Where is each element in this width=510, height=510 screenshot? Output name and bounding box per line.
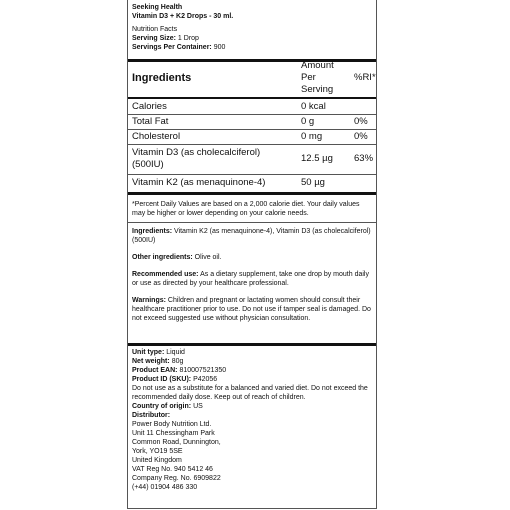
net-weight: [132, 357, 372, 366]
distributor-line: VAT Reg No. 940 5412 46: [132, 466, 213, 473]
origin-value: US: [193, 403, 203, 410]
row-amount: 0 kcal: [301, 101, 326, 112]
disclaimer: Do not use as a substitute for a balanced and varied diet. Do not exceed the recommended daily dose. Keep out of reach of children.: [132, 385, 368, 401]
section-divider: [128, 222, 376, 223]
table-header-divider: [128, 97, 376, 99]
row-name: Cholesterol: [132, 131, 181, 142]
other-ingredients-value: Olive oil.: [194, 254, 222, 261]
row-ri: 0%: [354, 116, 368, 127]
unit-type: [132, 348, 372, 357]
distributor-line: Power Body Nutrition Ltd.: [132, 421, 212, 428]
distributor-line: (+44) 01904 486 330: [132, 484, 198, 491]
row-ri: 63%: [354, 153, 374, 164]
distributor-line: United Kingdom: [132, 457, 182, 464]
distributor: [132, 411, 372, 420]
row-divider: [128, 129, 376, 130]
unit-type-label: Unit type:: [132, 349, 165, 356]
origin-label: Country of origin:: [132, 403, 192, 410]
warnings: [132, 296, 372, 323]
row-ri: 0%: [354, 131, 368, 142]
unit-type-value: Liquid: [166, 349, 185, 356]
servings-value: 900: [213, 44, 226, 51]
col-amount-header: [301, 60, 334, 96]
servings-label: Servings Per Container:: [132, 44, 212, 51]
col-amount-line-2: Per: [301, 72, 316, 83]
distributor-line: Unit 11 Chessingham Park: [132, 430, 215, 437]
row-divider: [128, 174, 376, 175]
recommended-use-label: Recommended use:: [132, 271, 199, 278]
other-ingredients-label: Other ingredients:: [132, 254, 193, 261]
row-name-line-1: Vitamin D3 (as cholecalciferol): [132, 147, 261, 158]
serving-size-label: Serving Size:: [132, 35, 176, 42]
row-name: Total Fat: [132, 116, 169, 127]
facts-title: Nutrition Facts: [132, 26, 178, 33]
net-weight-label: Net weight:: [132, 358, 170, 365]
servings-per-container: [132, 43, 372, 52]
col-ri-header: %RI*: [354, 72, 376, 83]
ean-value: 810007521350: [179, 367, 227, 374]
ingredients-value: Vitamin K2 (as menaquinone-4), Vitamin D3 (as cholecalciferol) (500IU): [132, 228, 371, 244]
sku-value: P42056: [193, 376, 218, 383]
row-amount: 12.5 µg: [301, 153, 333, 164]
row-name: Vitamin K2 (as menaquinone-4): [132, 177, 266, 188]
details-divider: [128, 343, 376, 346]
row-name: [132, 147, 260, 171]
ean-label: Product EAN:: [132, 367, 178, 374]
product-ean: [132, 366, 372, 375]
col-ingredients-header: Ingredients: [132, 72, 192, 84]
recommended-use-value: As a dietary supplement, take one drop by mouth daily or use as directed by your healthcare professional.: [132, 271, 369, 287]
table-row: [132, 147, 372, 173]
info-section: [128, 227, 376, 323]
row-divider: [128, 144, 376, 145]
row-amount: 50 µg: [301, 177, 325, 188]
product-sku: [132, 375, 372, 384]
table-bottom-divider: [128, 192, 376, 195]
product-name: Vitamin D3 + K2 Drops - 30 ml.: [132, 13, 234, 20]
sku-label: Product ID (SKU):: [132, 376, 192, 383]
thick-divider: [128, 59, 376, 62]
footnote: *Percent Daily Values are based on a 2,000 calorie diet. Your daily values may be higher or lower depending on your calorie needs.: [132, 201, 360, 217]
row-divider: [128, 114, 376, 115]
row-name-line-2: (500IU): [132, 159, 164, 170]
nutrition-label: [127, 0, 377, 509]
distributor-line: Company Reg. No. 6909822: [132, 475, 221, 482]
row-name: Calories: [132, 101, 167, 112]
serving-size: [132, 34, 372, 43]
country-of-origin: [132, 402, 372, 411]
details-section: [128, 348, 376, 492]
ingredients-label: Ingredients:: [132, 228, 173, 235]
distributor-label: Distributor:: [132, 412, 171, 419]
col-amount-line-1: Amount: [301, 60, 334, 71]
distributor-line: York, YO19 5SE: [132, 448, 183, 455]
ingredients-text: [132, 227, 372, 245]
warnings-label: Warnings:: [132, 297, 166, 304]
other-ingredients: [132, 253, 372, 262]
row-amount: 0 mg: [301, 131, 323, 142]
label-header: [128, 3, 376, 52]
distributor-line: Common Road, Dunnington,: [132, 439, 221, 446]
col-amount-line-3: Serving: [301, 84, 334, 95]
serving-size-value: 1 Drop: [177, 35, 199, 42]
net-weight-value: 80g: [171, 358, 184, 365]
recommended-use: [132, 270, 372, 288]
warnings-value: Children and pregnant or lactating women should consult their healthcare practitioner prior to use. Do not use if tamper seal is damaged. Do not exceed suggested use without physician consultation.: [132, 297, 371, 322]
brand-name: Seeking Health: [132, 4, 183, 11]
row-amount: 0 g: [301, 116, 315, 127]
